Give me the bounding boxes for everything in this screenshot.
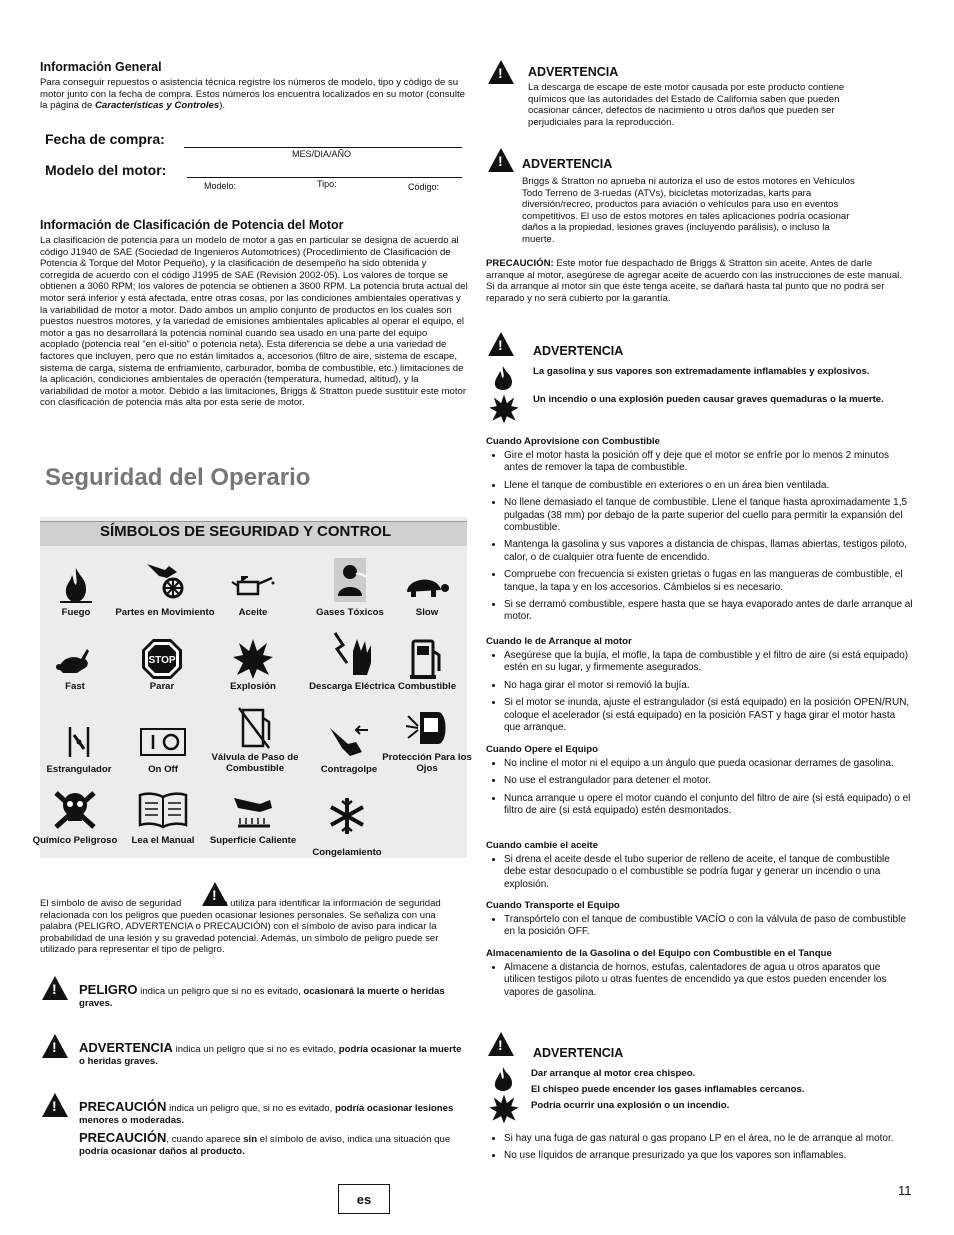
symbol-superficie: Superficie Caliente — [208, 785, 298, 846]
symbol-aceite: Aceite — [208, 563, 298, 618]
warning-alert-icon — [488, 60, 514, 89]
symbol-congelamiento: Congelamiento — [302, 785, 392, 858]
warning-alert-icon — [488, 332, 514, 361]
section-heading: Cuando Transporte el Equipo — [486, 900, 620, 911]
choke-icon — [34, 720, 124, 764]
snowflake-icon — [302, 785, 392, 847]
section-heading: Cuando cambie el aceite — [486, 840, 598, 851]
manual-icon — [118, 785, 208, 835]
signal-precaucion: ! PRECAUCIÓN indica un peligro que, si no es evitado, podría ocasionar lesiones menores o moderadas. PRECAUCIÓN, cuando aparece sin el símbolo de aviso, indica una situación que podría ocasionar daños al producto. — [40, 1093, 468, 1158]
fuel-pump-icon — [382, 637, 472, 681]
bullet-list — [486, 854, 914, 891]
skull-icon — [30, 785, 120, 835]
symbol-parar: STOP Parar — [117, 637, 207, 692]
fuel-section-aceite — [486, 840, 914, 896]
purchase-date-label: Fecha de compra: — [45, 131, 165, 147]
svg-text:STOP: STOP — [148, 655, 176, 666]
symbol-descarga-electrica: Descarga Eléctrica — [307, 627, 397, 692]
symbol-on-off: On Off — [118, 720, 208, 775]
signal-peligro: ! PELIGRO indica un peligro que si no es evitado, ocasionará la muerte o heridas graves. — [40, 976, 468, 1010]
on-off-icon — [118, 720, 208, 764]
symbol-fuego: Fuego — [31, 563, 121, 618]
power-rating-heading: Información de Clasificación de Potencia del Motor — [40, 218, 344, 232]
language-badge: es — [338, 1184, 390, 1214]
turtle-icon — [382, 563, 472, 607]
list-item: • Si el motor se inunda, ajuste el estrangulador (si está equipado) en la posición OPEN/RUN, coloque el acelerador (si está equipado) en la posición FAST y haga girar el motor hasta que arranque. — [504, 697, 914, 734]
bullet-list — [486, 914, 914, 939]
bullet-list — [486, 758, 914, 818]
type-hint: Tipo: — [317, 179, 337, 189]
list-item: • No llene demasiado el tanque de combustible. Llene el tanque hasta aproximadamente 1,5 pulgadas (38 mm) por debajo de la parte superior del cuello para permitir la expansión del combustible. — [504, 497, 914, 534]
list-item: • Transpórtelo con el tanque de combustible VACÍO o con la válvula de paso de combustible en la posición OFF. — [504, 914, 914, 939]
symbol-partes-movimiento: Partes en Movimiento — [114, 553, 216, 618]
section-heading: Cuando le de Arranque al motor — [486, 636, 632, 647]
alert-intro-text-b: se utiliza para identificar la información de seguridad relacionada con los peligros que pueden ocasionar lesiones personales. Se señaliza con una palabra (PELIGRO, ADVERTENCIA o PRECAUCIÓN) con el símbolo de aviso para indicar la probabilidad de una lesión y su gravedad potencial. Además, un símbolo de peligro puede ser utilizado para representar el tipo de peligro. — [40, 898, 441, 956]
code-hint: Código: — [408, 182, 440, 192]
precaucion-alert-icon — [42, 1093, 68, 1122]
symbols-grid — [32, 553, 472, 858]
page-number: 11 — [898, 1183, 912, 1198]
symbol-gases-toxicos: Gases Tóxicos — [305, 553, 395, 618]
engine-model-label: Modelo del motor: — [45, 162, 167, 178]
list-item: • Compruebe con frecuencia si existen grietas o fugas en las mangueras de combustible, el tanque, la tapa y en los accesorios. Cámbielos si es necesario. — [504, 569, 914, 594]
warning-title: ADVERTENCIA — [522, 157, 613, 171]
symbol-proteccion-ojos: Protección Para los Ojos — [382, 704, 472, 774]
power-rating-text: La clasificación de potencia para un modelo de motor a gas en particular se designa de acuerdo al código J1940 de SAE (Sociedad de Ingenieros Automotrices) (Procedimiento de Clasificación de Potencia & Torque del Motor Pequeño), y la clasificación de desempeño ha sido obtenida y corregida de acuerdo con el código J1995 de SAE (Revisión 2002-05). Los valores de torque se obtienen a 3060 RPM; los valores de potencia se obtienen a 3600 RPM. La potencia bruta actual del motor será inferior y está afectada, entre otras cosas, por las condiciones ambientales operativas y la variabilidad de motor a motor. Dado ambos un amplio conjunto de productos en los cuales son puestos nuestros motores, y la variedad de emisiones ambientales aplicables al operar el equipo, el motor a gas no desarrollará la potencia nominal cuando sea usado en una parte del equipo acoplado (potencia real “en el-sitio” o potencia neta). Esta diferencia se debe a una variedad de factores que incluyen, pero que no están limitados a, accesorios (filtro de aire, sistema de escape, sistema de carga, sistema de enfriamiento, carburador, bomba de combustible, etc.) limitaciones de la aplicación, condiciones ambientales de operación (temperatura, humedad, altitud), y la variabilidad de motor a motor. Debido a las limitaciones, Briggs & Stratton puede sustituir este motor con clasificación de potencia más alta por esta serie de motor. — [40, 235, 468, 409]
fuel-section-almacenamiento — [486, 948, 914, 1004]
alert-intro — [40, 882, 468, 956]
symbol-fast: Fast — [30, 637, 120, 692]
warning-sparks-line2: El chispeo puede encender los gases inflamables cercanos. — [531, 1084, 805, 1095]
list-item: • Si drena el aceite desde el tubo superior de relleno de aceite, el tanque de combustible debe estar desocupado o el combustible se podría fugar y generar un incendio o una explosión. — [504, 854, 914, 891]
rabbit-icon — [30, 637, 120, 681]
general-info — [40, 60, 468, 112]
warning-gasoline-line2: Un incendio o una explosión pueden causar graves quemaduras o la muerte. — [533, 394, 884, 405]
section-heading: Cuando Aprovisione con Combustible — [486, 436, 660, 447]
list-item: • No use líquidos de arranque presurizado ya que los vapores son inflamables. — [504, 1150, 914, 1162]
warning-alert-icon — [488, 148, 514, 177]
list-item: • Llene el tanque de combustible en exteriores o en un área bien ventilada. — [504, 480, 914, 492]
warning-title: ADVERTENCIA — [533, 344, 624, 358]
section-title: Seguridad del Operario — [45, 464, 311, 491]
symbols-box — [32, 517, 472, 858]
advertencia-alert-icon — [42, 1034, 68, 1063]
list-item: • Almacene a distancia de hornos, estufas, calentadores de agua u otros aparatos que utilicen testigos piloto u otras fuentes de encendido ya que estos pueden encender los vapores de gasolina. — [504, 962, 914, 999]
engine-model-line[interactable] — [187, 177, 462, 178]
fuel-section-transporte — [486, 900, 914, 944]
precaucion-product: PRECAUCIÓN, cuando aparece sin el símbolo de aviso, indica una situación que podría ocasionar daños al producto. — [79, 1130, 451, 1157]
symbols-heading: SÍMBOLOS DE SEGURIDAD Y CONTROL — [100, 523, 392, 540]
list-item: • No incline el motor ni el equipo a un ángulo que pueda ocasionar derrames de gasolina. — [504, 758, 914, 770]
purchase-date-line[interactable] — [184, 147, 462, 148]
general-info-heading: Información General — [40, 60, 162, 74]
list-item: • Nunca arranque u opere el motor cuando el conjunto del filtro de aire (si está equipado) o el filtro de aire (si está equipado) estén desmontados. — [504, 793, 914, 818]
symbol-explosion: Explosión — [208, 637, 298, 692]
symbol-slow: Slow — [382, 563, 472, 618]
warning-title: ADVERTENCIA — [528, 65, 619, 79]
fire-icon — [31, 563, 121, 607]
model-hint: Modelo: — [204, 181, 237, 191]
warning-sparks-line3: Podría ocurrir una explosión o un incendio. — [531, 1100, 730, 1111]
fuel-valve-icon — [206, 704, 304, 752]
safety-alert-icon — [202, 882, 228, 911]
warning-alert-icon — [488, 1032, 514, 1061]
symbol-valvula: Válvula de Paso de Combustible — [206, 704, 304, 774]
peligro-alert-icon — [42, 976, 68, 1005]
list-item: • No use el estrangulador para detener el motor. — [504, 775, 914, 787]
spark-items — [486, 1133, 914, 1168]
general-info-text: Para conseguir repuestos o asistencia técnica registre los números de modelo, tipo y código de su motor junto con la fecha de compra. Estos números los encuentra localizados en su motor (consulte la página de Características y Controles). — [40, 77, 466, 112]
warning-gasoline-line1: La gasolina y sus vapores son extremadamente inflamables y explosivos. — [533, 366, 870, 377]
list-item: • No haga girar el motor si removió la bujía. — [504, 680, 914, 692]
list-item: • Asegúrese que la bujía, el mofle, la tapa de combustible y el filtro de aire (si está equipado) estén en su lugar, y firmemente asegurados. — [504, 650, 914, 675]
section-heading: Almacenamiento de la Gasolina o del Equipo con Combustible en el Tanque — [486, 948, 832, 959]
alert-intro-text-a: El símbolo de aviso de seguridad — [40, 898, 182, 909]
symbol-lea-manual: Lea el Manual — [118, 785, 208, 846]
section-heading: Cuando Opere el Equipo — [486, 744, 598, 755]
purchase-date-hint: MES/DIA/AÑO — [292, 149, 352, 159]
explosion-icon — [488, 1092, 520, 1131]
eye-protection-icon — [382, 704, 472, 752]
purchase-form — [45, 131, 463, 193]
warning-text: Briggs & Stratton no aprueba ni autoriza el uso de estos motores en Vehículos Todo Terreno de 3-ruedas (ATVs), bicicletas motorizadas, karts para diversión/recreo, productos para aviación o vehículos para uso en eventos competitivos. El uso de estos motores en tales aplicaciones podría ocasionar daños a la propiedad, lesiones graves (incluyendo parálisis), o incluso la muerte. — [522, 176, 855, 245]
warning-sparks-line1: Dar arranque al motor crea chispeo. — [531, 1068, 696, 1079]
warning-text: La descarga de escape de este motor causada por este producto contiene químicos que las autoridades del Estado de California saben que pueden ocasionar cáncer, defectos de nacimiento u otros daños que pueden ser perjudiciales para la reproducción. — [528, 82, 845, 128]
power-rating — [40, 218, 468, 409]
moving-parts-icon — [114, 553, 216, 607]
kickback-icon — [304, 720, 394, 764]
fuel-section-opere — [486, 744, 914, 823]
symbol-quimico: Químico Peligroso — [30, 785, 120, 846]
fuel-section-aprovisione — [486, 436, 914, 629]
explosion-icon — [208, 637, 298, 681]
list-item: • Si hay una fuga de gas natural o gas propano LP en el área, no le de arranque al motor. — [504, 1133, 914, 1145]
list-item: • Mantenga la gasolina y sus vapores a distancia de chispas, llamas abiertas, testigos piloto, calor, o de cualquier otra fuente de encendido. — [504, 539, 914, 564]
bullet-list — [486, 1133, 914, 1163]
list-item: • Gire el motor hasta la posición off y deje que el motor se enfríe por lo menos 2 minutos antes de remover la tapa de combustible. — [504, 450, 914, 475]
symbol-estrangulador: Estrangulador — [34, 720, 124, 775]
bullet-list — [486, 650, 914, 734]
stop-sign-icon — [117, 637, 207, 681]
precaution-oil: PRECAUCIÓN: Este motor fue despachado de Briggs & Stratton sin aceite. Antes de darle arranque al motor, asegúrese de agregar aceite de acuerdo con las instrucciones de este manual. Si da arranque al motor sin que éste tenga aceite, se dañará hasta tal punto que no podrá ser reparado y no será cubierto por la garantía. — [486, 258, 902, 304]
signal-advertencia: ! ADVERTENCIA indica un peligro que si no es evitado, podría ocasionar la muerte o heridas graves. — [40, 1034, 468, 1068]
fuel-section-arranque — [486, 636, 914, 739]
symbol-combustible: Combustible — [382, 637, 472, 692]
bullet-list — [486, 962, 914, 999]
symbol-contragolpe: Contragolpe — [304, 720, 394, 775]
oil-can-icon — [208, 563, 298, 607]
hot-surface-icon — [208, 785, 298, 835]
bullet-list — [486, 450, 914, 624]
explosion-icon — [488, 392, 520, 431]
list-item: • Si se derramó combustible, espere hasta que se haya evaporado antes de darle arranque al motor. — [504, 599, 914, 624]
warning-title: ADVERTENCIA — [533, 1046, 624, 1060]
